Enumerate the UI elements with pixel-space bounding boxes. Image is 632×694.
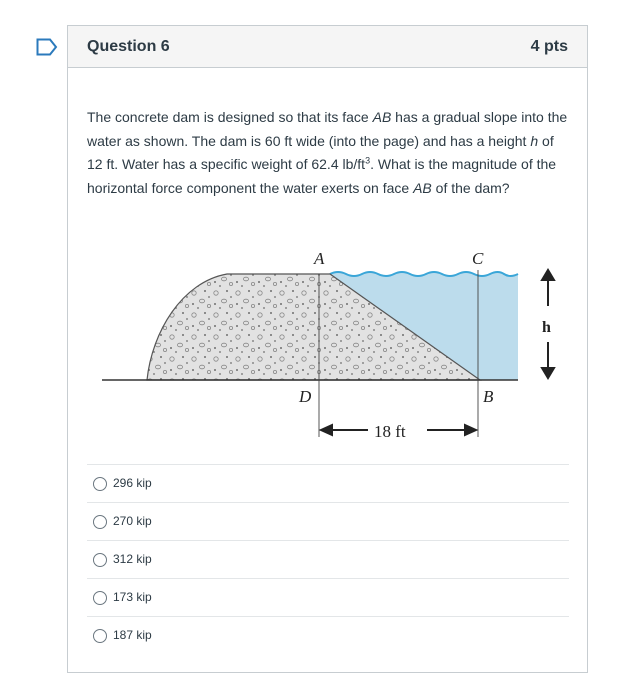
answer-option[interactable] [87, 464, 569, 502]
question-header [68, 26, 587, 68]
answer-option[interactable] [87, 616, 569, 654]
radio-button[interactable] [93, 629, 107, 643]
bookmark-icon[interactable] [36, 38, 58, 56]
radio-button[interactable] [93, 477, 107, 491]
label-c: C [472, 249, 484, 268]
label-h: h [542, 319, 551, 336]
answer-label[interactable]: 296 kip [113, 476, 152, 490]
radio-button[interactable] [93, 591, 107, 605]
dam-figure [102, 222, 554, 441]
question-points: 4 pts [530, 38, 568, 55]
answer-label[interactable]: 312 kip [113, 552, 152, 566]
answer-option[interactable] [87, 540, 569, 578]
answer-option[interactable] [87, 502, 569, 540]
radio-button[interactable] [93, 553, 107, 567]
answer-label[interactable]: 187 kip [113, 628, 152, 642]
answer-label[interactable]: 173 kip [113, 590, 152, 604]
question-text: The concrete dam is designed so that its face AB has a gradual slope into the water as shown. The dam is 60 ft wide (into the page) and has a height h of 12 ft. Water has a specific weight of 62.4 $lb/ft^3$. What is the magnitude of the horizontal force component the water exerts on face AB of the dam? [87, 109, 568, 196]
question-title: Question 6 [87, 38, 170, 55]
question-card [67, 25, 588, 673]
label-a: A [314, 249, 325, 268]
dim-arrow-right [427, 425, 476, 435]
radio-button[interactable] [93, 515, 107, 529]
dim-arrow-left [321, 425, 368, 435]
dimension-label: 18 ft [374, 422, 406, 441]
answer-label[interactable]: 270 kip [113, 514, 152, 528]
label-d: D [299, 387, 312, 406]
h-arrow-up [542, 270, 554, 306]
h-arrow-down [542, 342, 554, 378]
label-b: B [483, 387, 494, 406]
answer-option[interactable] [87, 578, 569, 616]
answer-list [87, 464, 569, 654]
